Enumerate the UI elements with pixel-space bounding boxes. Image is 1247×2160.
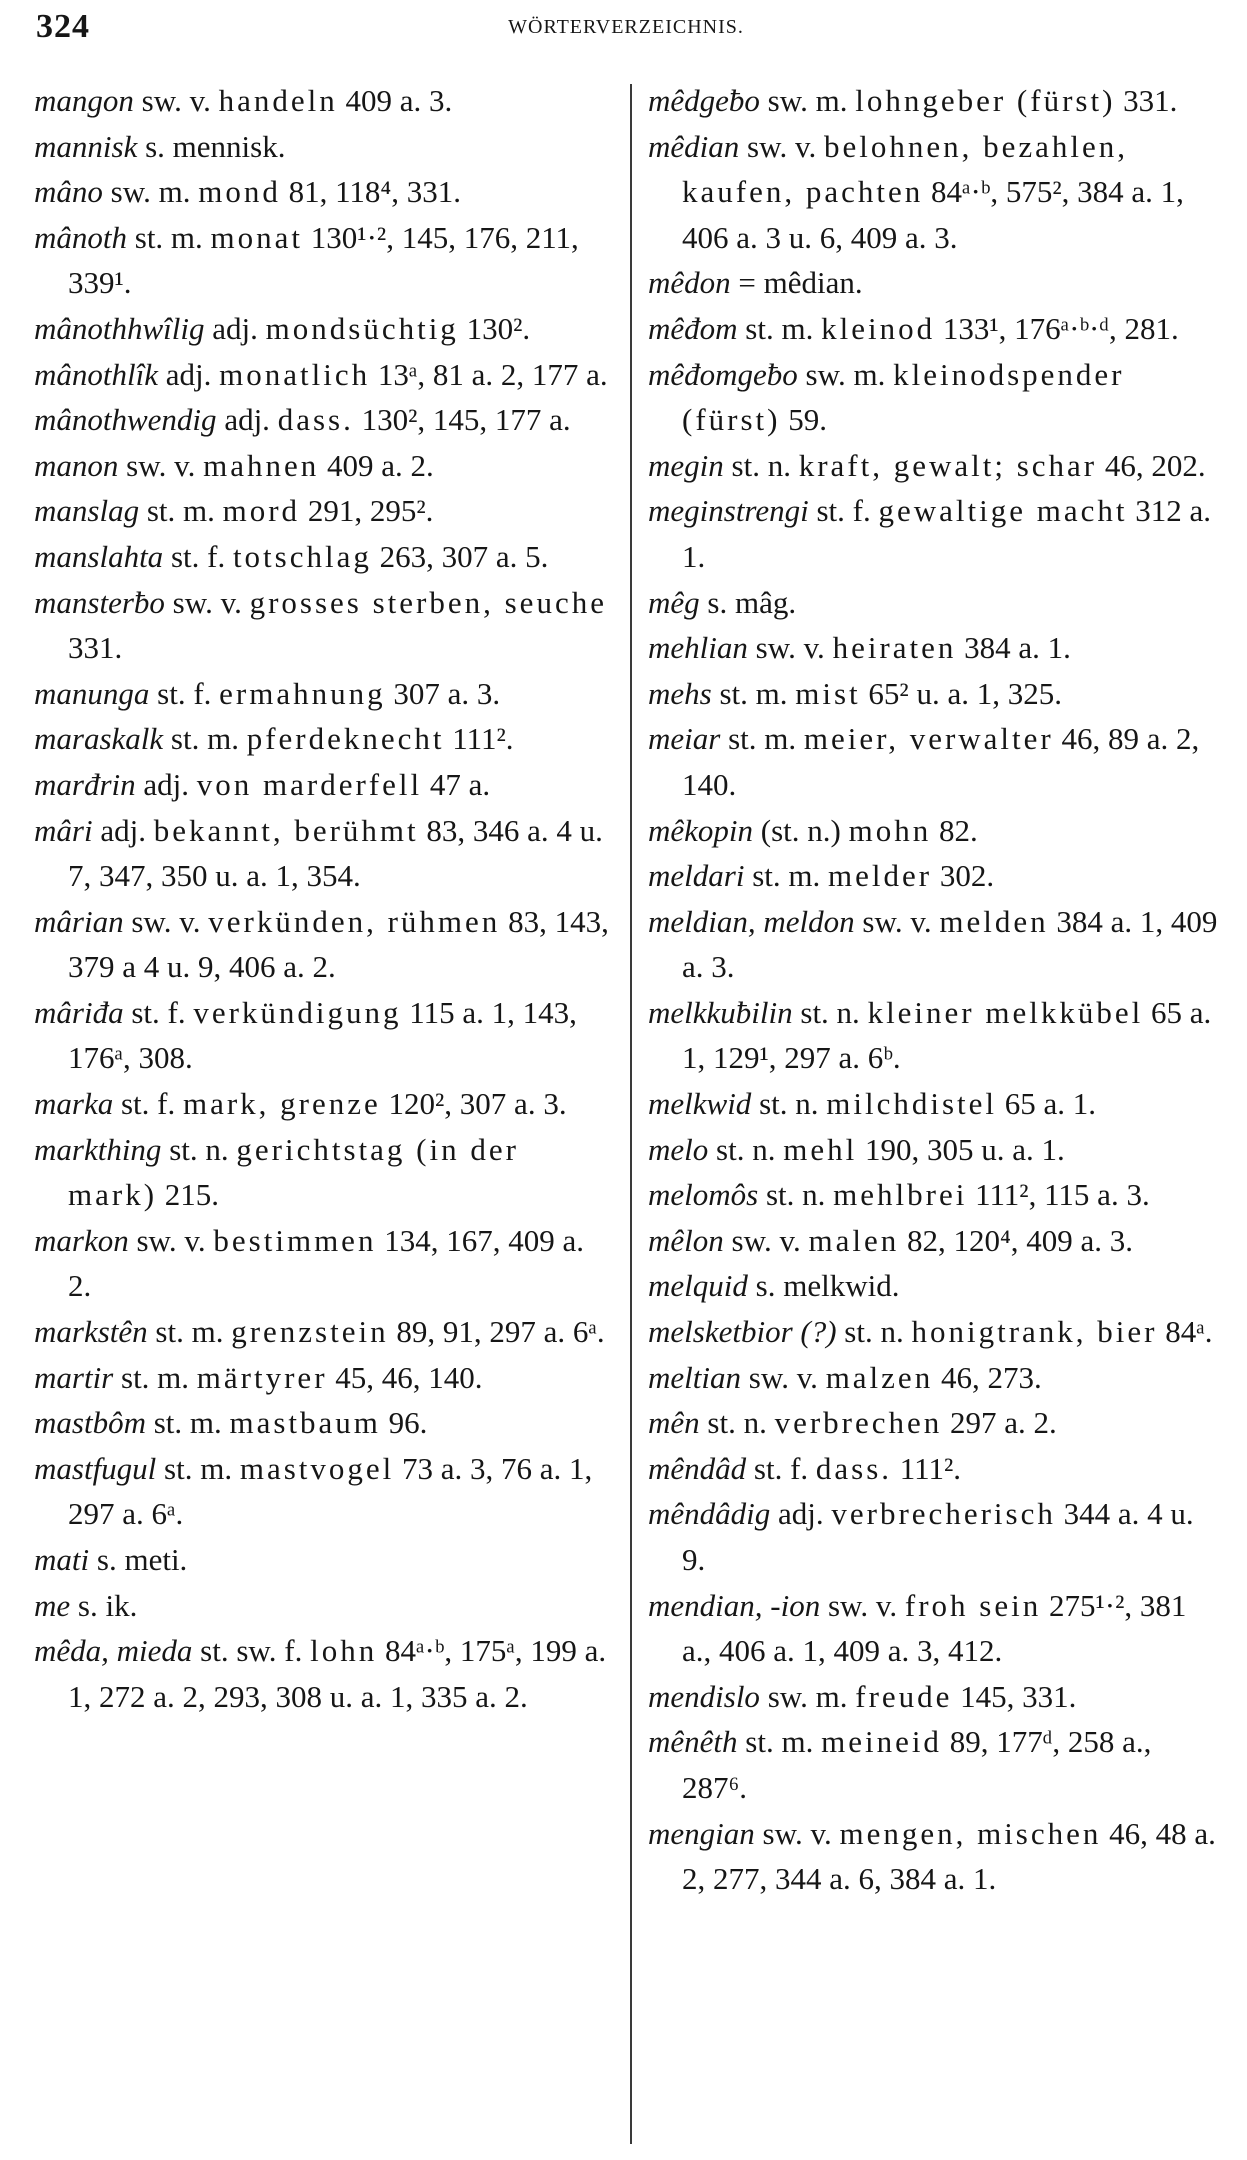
- headword: marđrin: [34, 766, 136, 802]
- meaning-text: mehl: [783, 1131, 858, 1167]
- dictionary-entry: [648, 1172, 1223, 1218]
- grammar-label: sw. v.: [755, 630, 825, 666]
- grammar-label: s.: [145, 128, 165, 164]
- reference-list: 82.: [938, 812, 978, 848]
- dictionary-entry: [34, 990, 609, 1081]
- meaning-text: mengen, mischen: [839, 1815, 1102, 1851]
- reference-list: 83, 346 a. 4 u. 7, 347, 350 u. a. 1, 354.: [68, 812, 603, 894]
- meaning-text: verbrechen: [774, 1405, 943, 1441]
- reference-list: 65 a. 1.: [1004, 1086, 1097, 1122]
- page-number: 324: [36, 8, 90, 45]
- headword: manslag: [34, 493, 140, 529]
- reference-list: 409 a. 2.: [326, 447, 434, 483]
- headword: mêdgeƀo: [648, 83, 760, 118]
- reference-list: 83, 143, 379 a 4 u. 9, 406 a. 2.: [68, 903, 609, 985]
- dictionary-entry: [34, 1400, 609, 1446]
- grammar-label: sw. v.: [136, 1222, 206, 1258]
- meaning-text: froh sein: [904, 1587, 1042, 1623]
- grammar-label: st. f.: [753, 1450, 809, 1486]
- dictionary-entry: [648, 1719, 1223, 1810]
- meaning-text: gerichtstag (in der mark): [68, 1131, 519, 1213]
- meaning-text: heiraten: [832, 630, 957, 666]
- reference-list: 59.: [788, 402, 827, 438]
- reference-list: 84ᵃ·ᵇ, 575², 384 a. 1, 406 a. 3 u. 6, 409 a. 3.: [682, 174, 1184, 255]
- grammar-label: sw. v.: [131, 903, 201, 939]
- dictionary-entry: [648, 1263, 1223, 1309]
- grammar-label: sw. v.: [172, 584, 242, 620]
- grammar-label: st. sw. f.: [200, 1633, 303, 1669]
- headword: mânothlîk: [34, 356, 158, 392]
- meaning-text: dass.: [277, 402, 354, 438]
- reference-list: mennisk.: [172, 128, 286, 164]
- headword: megin: [648, 447, 724, 483]
- reference-list: 84ᵃ·ᵇ, 175ᵃ, 199 a. 1, 272 a. 2, 293, 308 u. a. 1, 335 a. 2.: [68, 1633, 607, 1714]
- grammar-label: sw. m.: [767, 83, 848, 118]
- reference-list: 384 a. 1.: [964, 630, 1071, 666]
- dictionary-entry: [34, 169, 609, 215]
- grammar-label: sw. m.: [767, 1678, 848, 1714]
- meaning-text: malen: [808, 1222, 900, 1258]
- meaning-text: monat: [210, 219, 304, 255]
- reference-list: 46, 48 a. 2, 277, 344 a. 6, 384 a. 1.: [682, 1815, 1216, 1897]
- meaning-text: kleiner melkkübel: [867, 994, 1144, 1030]
- dictionary-entry: [34, 534, 609, 580]
- reference-list: 312 a. 1.: [682, 493, 1211, 574]
- grammar-label: st. f.: [816, 493, 871, 529]
- right-column: [648, 78, 1223, 1902]
- meaning-text: lohngeber (fürst): [855, 83, 1116, 118]
- reference-list: 111².: [452, 721, 514, 757]
- dictionary-entry: [648, 1355, 1223, 1401]
- reference-list: 331.: [1123, 83, 1178, 118]
- grammar-label: st. n.: [844, 1314, 904, 1350]
- grammar-label: st. n.: [759, 1086, 819, 1122]
- meaning-text: honigtrank, bier: [911, 1314, 1158, 1350]
- dictionary-entry: [648, 990, 1223, 1081]
- dictionary-entry: [648, 1446, 1223, 1492]
- reference-list: 409 a. 3.: [345, 83, 453, 118]
- reference-list: 13ᵃ, 81 a. 2, 177 a.: [377, 356, 608, 392]
- reference-list: 73 a. 3, 76 a. 1, 297 a. 6ᵃ.: [68, 1450, 593, 1532]
- headword: manon: [34, 447, 119, 483]
- grammar-label: sw. v.: [827, 1587, 898, 1623]
- reference-list: 45, 46, 140.: [335, 1359, 483, 1395]
- dictionary-entry: [648, 1309, 1223, 1355]
- grammar-label: st. m.: [146, 493, 215, 529]
- reference-list: meti.: [124, 1542, 188, 1577]
- grammar-label: st. f.: [120, 1086, 176, 1122]
- dictionary-entry: [34, 1537, 609, 1583]
- column-divider: [630, 84, 632, 2144]
- reference-list: 111².: [899, 1450, 962, 1486]
- reference-list: 263, 307 a. 5.: [379, 538, 549, 574]
- grammar-label: sw. v.: [747, 128, 817, 164]
- dictionary-entry: [648, 899, 1223, 990]
- dictionary-entry: [34, 716, 609, 762]
- headword: melkkuƀilin: [648, 994, 793, 1030]
- meaning-text: grenzstein: [231, 1314, 389, 1350]
- headword: mêdon: [648, 265, 731, 301]
- headword: me: [34, 1587, 71, 1623]
- headword: melquid: [648, 1268, 748, 1304]
- reference-list: 130², 145, 177 a.: [361, 402, 571, 438]
- dictionary-entry: [34, 580, 609, 671]
- dictionary-entry: [34, 215, 609, 306]
- meaning-text: mastvogel: [239, 1450, 395, 1486]
- headword: markstên: [34, 1314, 148, 1350]
- meaning-text: bekannt, berühmt: [153, 812, 419, 848]
- headword: mêg: [648, 584, 700, 620]
- reference-list: 307 a. 3.: [393, 675, 501, 711]
- meaning-text: freude: [855, 1678, 953, 1714]
- left-column: [34, 78, 609, 1719]
- headword: mendislo: [648, 1678, 760, 1714]
- meaning-text: mastbaum: [229, 1405, 381, 1441]
- dictionary-entry: [648, 352, 1223, 443]
- headword: mânothhwîlig: [34, 310, 205, 346]
- headword: mehlian: [648, 630, 748, 666]
- dictionary-entry: [648, 260, 1223, 306]
- headword: meiar: [648, 721, 721, 757]
- reference-list: 331.: [68, 630, 123, 666]
- headword: mên: [648, 1405, 700, 1441]
- reference-list: 302.: [939, 858, 995, 894]
- meaning-text: von marderfell: [196, 766, 423, 802]
- meaning-text: mahnen: [203, 447, 320, 483]
- headword: mangon: [34, 83, 134, 118]
- grammar-label: st. m.: [752, 858, 821, 894]
- reference-list: 65 a. 1, 129¹, 297 a. 6ᵇ.: [682, 994, 1212, 1076]
- headword: mânoth: [34, 219, 127, 255]
- headword: melomôs: [648, 1177, 759, 1213]
- reference-list: 89, 177ᵈ, 258 a., 287⁶.: [682, 1724, 1152, 1805]
- dictionary-entry: [34, 1583, 609, 1629]
- headword: mêlon: [648, 1222, 724, 1258]
- grammar-label: st. m.: [153, 1405, 222, 1441]
- meaning-text: mark, grenze: [182, 1086, 381, 1122]
- grammar-label: st. n.: [716, 1131, 776, 1167]
- meaning-text: meier, verwalter: [803, 721, 1054, 757]
- grammar-label: sw. m.: [110, 174, 191, 210]
- headword: mendian, -ion: [648, 1587, 821, 1623]
- headword: mati: [34, 1542, 90, 1577]
- grammar-label: s.: [707, 584, 728, 620]
- headword: mastfugul: [34, 1450, 157, 1486]
- headword: mâri: [34, 812, 93, 848]
- reference-list: 275¹·², 381 a., 406 a. 1, 409 a. 3, 412.: [682, 1587, 1187, 1669]
- headword: mastbôm: [34, 1405, 146, 1441]
- dictionary-entry: [648, 853, 1223, 899]
- dictionary-entry: [648, 671, 1223, 717]
- headword: manslahta: [34, 538, 164, 574]
- dictionary-entry: [648, 1674, 1223, 1720]
- headword: melkwid: [648, 1086, 752, 1122]
- meaning-text: pferdeknecht: [246, 721, 445, 757]
- dictionary-entry: [648, 716, 1223, 807]
- reference-list: mêdian.: [763, 265, 863, 301]
- dictionary-entry: [34, 1446, 609, 1537]
- meaning-text: verbrecherisch: [831, 1496, 1056, 1532]
- grammar-label: st. n.: [707, 1405, 767, 1441]
- grammar-label: sw. v.: [762, 1815, 832, 1851]
- meaning-text: verkünden, rühmen: [208, 903, 501, 939]
- grammar-label: st. m.: [164, 1450, 233, 1486]
- dictionary-entry: [648, 1127, 1223, 1173]
- grammar-label: =: [738, 265, 756, 301]
- grammar-label: st. m.: [745, 310, 814, 346]
- meaning-text: mohn: [848, 812, 932, 848]
- grammar-label: st. f.: [131, 994, 186, 1030]
- meaning-text: bestimmen: [213, 1222, 377, 1258]
- headword: melsketbior (?): [648, 1314, 837, 1350]
- running-title: WÖRTERVERZEICHNIS.: [508, 16, 744, 38]
- reference-list: 344 a. 4 u. 9.: [682, 1496, 1194, 1577]
- grammar-label: st. n.: [800, 994, 860, 1030]
- grammar-label: adj.: [165, 356, 212, 392]
- reference-list: 46, 89 a. 2, 140.: [682, 721, 1200, 802]
- reference-list: melkwid.: [783, 1268, 900, 1304]
- dictionary-entry: [34, 124, 609, 170]
- headword: martir: [34, 1359, 114, 1395]
- meaning-text: meineid: [821, 1724, 942, 1760]
- dictionary-entry: [648, 306, 1223, 352]
- headword: mârian: [34, 903, 124, 939]
- headword: meltian: [648, 1359, 741, 1395]
- grammar-label: sw. v.: [748, 1359, 818, 1395]
- dictionary-entry: [34, 1309, 609, 1355]
- headword: mâno: [34, 174, 103, 210]
- reference-list: 96.: [388, 1405, 428, 1441]
- meaning-text: kleinod: [821, 310, 936, 346]
- reference-list: 111², 115 a. 3.: [975, 1177, 1150, 1213]
- headword: meldian, meldon: [648, 903, 855, 939]
- meaning-text: märtyrer: [196, 1359, 328, 1395]
- dictionary-entry: [34, 1127, 609, 1218]
- grammar-label: st. m.: [155, 1314, 224, 1350]
- dictionary-entry: [648, 580, 1223, 626]
- headword: meldari: [648, 858, 745, 894]
- grammar-label: st. n.: [731, 447, 791, 483]
- headword: mengian: [648, 1815, 755, 1851]
- reference-list: 84ᵃ.: [1165, 1314, 1213, 1350]
- headword: maraskalk: [34, 721, 164, 757]
- headword: mêđomgeƀo: [648, 356, 798, 392]
- grammar-label: st. m.: [170, 721, 239, 757]
- headword: manunga: [34, 675, 150, 711]
- reference-list: 120², 307 a. 3.: [388, 1086, 567, 1122]
- reference-list: 130².: [466, 310, 531, 346]
- meaning-text: malzen: [825, 1359, 934, 1395]
- grammar-label: (st. n.): [760, 812, 841, 848]
- grammar-label: s.: [755, 1268, 776, 1304]
- grammar-label: adj.: [143, 766, 190, 802]
- meaning-text: handeln: [218, 83, 338, 118]
- reference-list: mâg.: [734, 584, 797, 620]
- dictionary-entry: [648, 443, 1223, 489]
- reference-list: 190, 305 u. a. 1.: [864, 1131, 1065, 1167]
- dictionary-entry: [34, 1218, 609, 1309]
- grammar-label: s.: [77, 1587, 98, 1623]
- dictionary-entry: [34, 443, 609, 489]
- page-header: [36, 8, 1216, 48]
- meaning-text: dass.: [815, 1450, 893, 1486]
- reference-list: 81, 118⁴, 331.: [288, 174, 461, 210]
- grammar-label: adj.: [212, 310, 258, 346]
- grammar-label: st. m.: [134, 219, 203, 255]
- reference-list: 145, 331.: [960, 1678, 1077, 1714]
- dictionary-entry: [34, 899, 609, 990]
- reference-list: 46, 273.: [940, 1359, 1042, 1395]
- dictionary-entry: [34, 306, 609, 352]
- reference-list: 130¹·², 145, 176, 211, 339¹.: [68, 219, 579, 301]
- dictionary-entry: [648, 1583, 1223, 1674]
- headword: markthing: [34, 1131, 162, 1167]
- dictionary-entry: [34, 671, 609, 717]
- headword: mêndâd: [648, 1450, 747, 1486]
- dictionary-entry: [34, 352, 609, 398]
- dictionary-entry: [648, 1811, 1223, 1902]
- meaning-text: mondsüchtig: [265, 310, 459, 346]
- grammar-label: sw. v.: [862, 903, 932, 939]
- dictionary-entry: [34, 1081, 609, 1127]
- reference-list: 215.: [164, 1177, 220, 1213]
- grammar-label: st. m.: [745, 1724, 814, 1760]
- meaning-text: kraft, gewalt; schar: [798, 447, 1098, 483]
- headword: mâriđa: [34, 994, 124, 1030]
- reference-list: 384 a. 1, 409 a. 3.: [682, 903, 1218, 985]
- headword: mênêth: [648, 1724, 738, 1760]
- meaning-text: milchdistel: [826, 1086, 998, 1122]
- dictionary-entry: [648, 1081, 1223, 1127]
- dictionary-entry: [648, 1491, 1223, 1582]
- meaning-text: totschlag: [232, 538, 372, 574]
- headword: mânothwendig: [34, 402, 217, 438]
- grammar-label: st. m.: [728, 721, 797, 757]
- dictionary-entry: [648, 625, 1223, 671]
- headword: mehs: [648, 675, 712, 711]
- dictionary-entry: [648, 1218, 1223, 1264]
- grammar-label: st. m.: [121, 1359, 190, 1395]
- reference-list: 115 a. 1, 143, 176ᵃ, 308.: [68, 994, 577, 1076]
- headword: markon: [34, 1222, 129, 1258]
- meaning-text: verkündigung: [193, 994, 402, 1030]
- meaning-text: mist: [795, 675, 861, 711]
- grammar-label: st. n.: [169, 1131, 229, 1167]
- reference-list: 82, 120⁴, 409 a. 3.: [906, 1222, 1134, 1258]
- reference-list: 89, 91, 297 a. 6ᵃ.: [396, 1314, 605, 1350]
- reference-list: 134, 167, 409 a. 2.: [68, 1222, 584, 1304]
- grammar-label: sw. v.: [141, 83, 211, 118]
- dictionary-entry: [34, 397, 609, 443]
- dictionary-entry: [34, 488, 609, 534]
- grammar-label: adj.: [100, 812, 146, 848]
- grammar-label: sw. m.: [805, 356, 886, 392]
- dictionary-entry: [648, 808, 1223, 854]
- grammar-label: adj.: [224, 402, 270, 438]
- dictionary-entry: [34, 1355, 609, 1401]
- meaning-text: mord: [222, 493, 301, 529]
- meaning-text: mehlbrei: [833, 1177, 968, 1213]
- reference-list: 291, 295².: [307, 493, 434, 529]
- grammar-label: st. m.: [719, 675, 788, 711]
- headword: mannisk: [34, 128, 138, 164]
- dictionary-entry: [648, 1400, 1223, 1446]
- meaning-text: ermahnung: [219, 675, 386, 711]
- dictionary-entry: [34, 762, 609, 808]
- meaning-text: kleinodspender (fürst): [682, 356, 1125, 438]
- grammar-label: st. f.: [170, 538, 226, 574]
- reference-list: 133¹, 176ᵃ·ᵇ·ᵈ, 281.: [942, 310, 1179, 346]
- dictionary-entry: [34, 1628, 609, 1719]
- dictionary-entry: [34, 78, 609, 124]
- meaning-text: lohn: [310, 1633, 378, 1669]
- reference-list: 65² u. a. 1, 325.: [868, 675, 1062, 711]
- headword: mêdian: [648, 128, 740, 164]
- grammar-label: sw. v.: [126, 447, 196, 483]
- meaning-text: grosses sterben, seuche: [249, 584, 607, 620]
- headword: mêda, mieda: [34, 1633, 193, 1669]
- grammar-label: sw. v.: [731, 1222, 801, 1258]
- reference-list: ik.: [105, 1587, 138, 1623]
- grammar-label: st. f.: [157, 675, 212, 711]
- headword: marka: [34, 1086, 114, 1122]
- dictionary-entry: [34, 808, 609, 899]
- dictionary-entry: [648, 124, 1223, 261]
- headword: mêđom: [648, 310, 738, 346]
- reference-list: 297 a. 2.: [950, 1405, 1057, 1441]
- meaning-text: monatlich: [219, 356, 371, 392]
- reference-list: 47 a.: [429, 766, 491, 802]
- headword: meginstrengi: [648, 493, 809, 529]
- meaning-text: melden: [939, 903, 1049, 939]
- headword: melo: [648, 1131, 709, 1167]
- reference-list: 46, 202.: [1104, 447, 1206, 483]
- headword: mêkopin: [648, 812, 754, 848]
- headword: mansterƀo: [34, 584, 165, 620]
- meaning-text: gewaltige macht: [878, 493, 1128, 529]
- meaning-text: melder: [827, 858, 933, 894]
- grammar-label: st. n.: [765, 1177, 826, 1213]
- dictionary-entry: [648, 78, 1223, 124]
- meaning-text: mond: [198, 174, 281, 210]
- dictionary-entry: [648, 488, 1223, 579]
- grammar-label: s.: [96, 1542, 117, 1577]
- meaning-text: belohnen, bezahlen, kaufen, pachten: [682, 128, 1128, 210]
- headword: mêndâdig: [648, 1496, 771, 1532]
- grammar-label: adj.: [778, 1496, 824, 1532]
